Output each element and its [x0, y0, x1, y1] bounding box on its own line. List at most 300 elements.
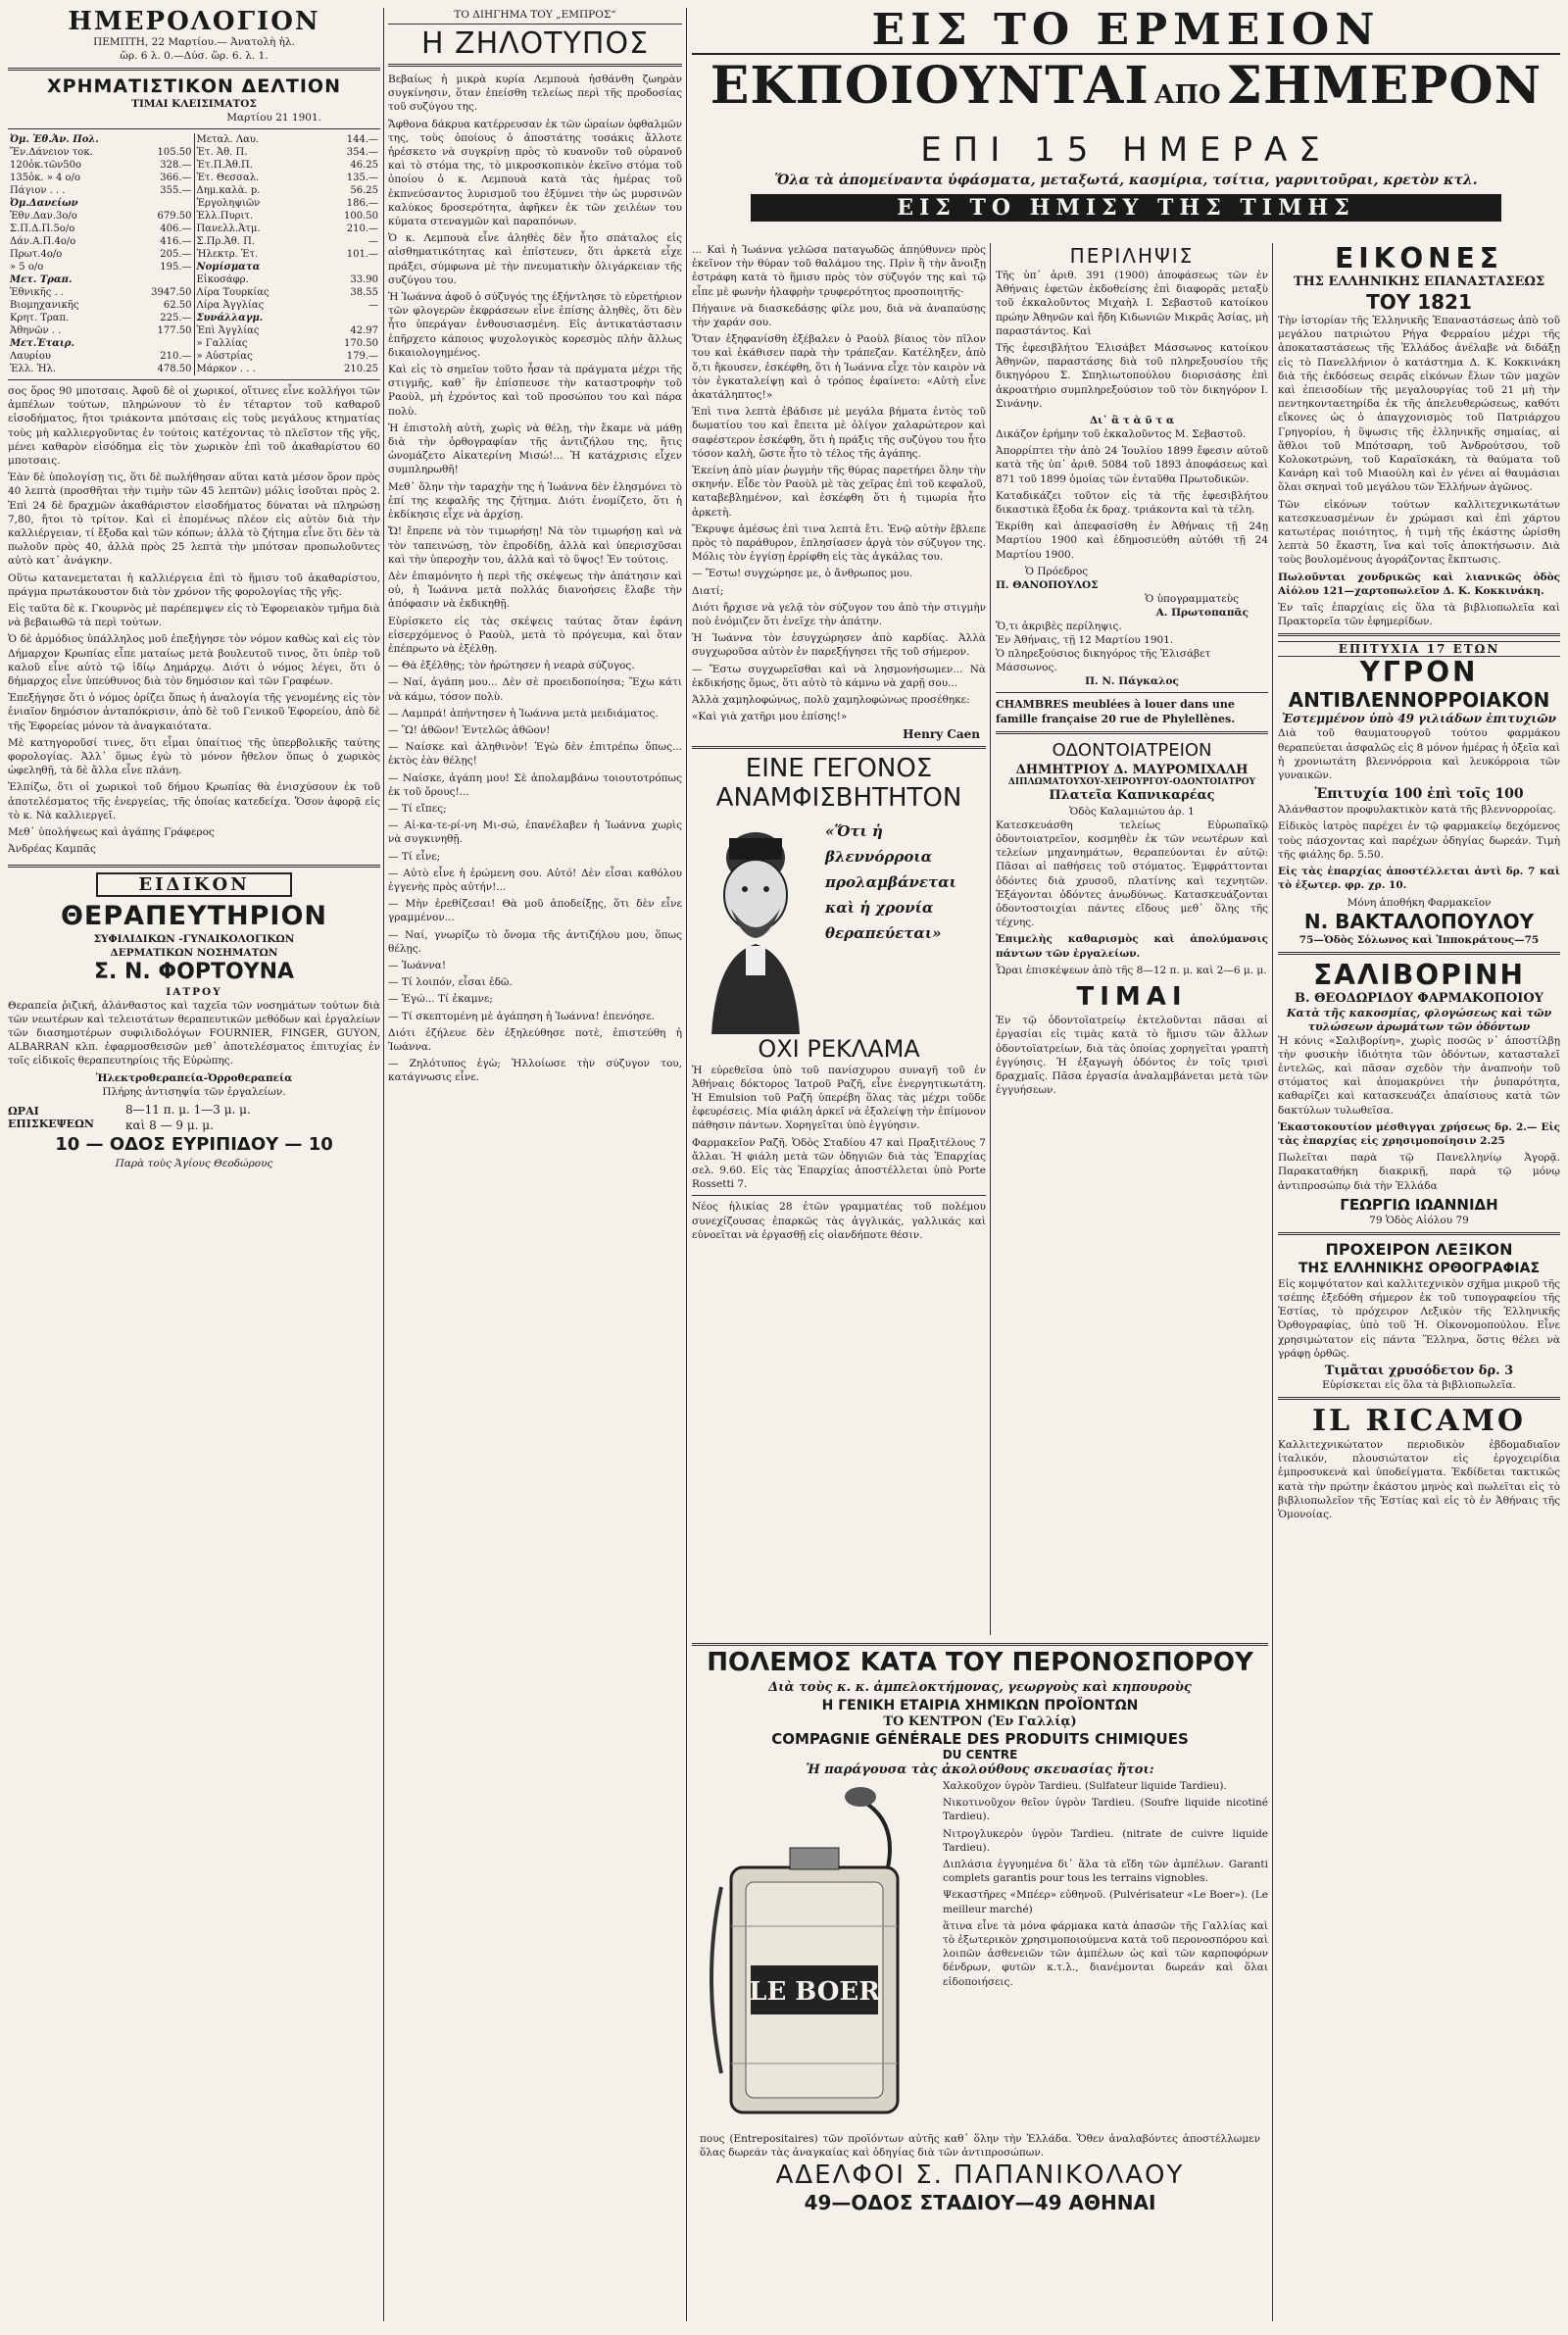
rates-table — [8, 133, 380, 375]
peronospora-firm: ΑΔΕΛΦΟΙ Σ. ΠΑΠΑΝΙΚΟΛΑΟΥ — [775, 2161, 1185, 2191]
eikones-addr: Πωλοῦνται χονδρικῶς καὶ λιανικῶς ὁδὸς Αἰόλου 121—χαρτοπωλεῖον Δ. Κ. Κοκκινάκη. — [1278, 571, 1560, 597]
story-cont-paragraph: «Καὶ γιὰ χατῆρι μου ἐπίσης!» — [692, 711, 848, 723]
story-author: Henry Caen — [903, 726, 980, 741]
clinic-ad-subtitle2: ΔΕΡΜΑΤΙΚΩΝ ΝΟΣΗΜΑΤΩΝ — [110, 946, 278, 959]
peronospora-sub1: Διὰ τοὺς κ. κ. ἀμπελοκτήμονας, γεωργοὺς καὶ κηπουροὺς — [768, 1680, 1192, 1695]
rate-label: Νομίσματα — [196, 262, 261, 273]
clinic-ad-role: ΙΑΤΡΟΥ — [166, 985, 222, 998]
rates-right — [195, 133, 381, 375]
perilepsis-p4: Ἀπορρίπτει τὴν ἀπὸ 24 Ἰουλίου 1899 ἔφεσιν αὐτοῦ κατὰ τῆς ὑπ᾽ ἀριθ. 5084 τοῦ 1893 ἀποφάσεως καὶ 871 τοῦ 1899 ὁμοίας τῶν ἐνταῦθα Πρωτοδικῶν. — [996, 445, 1268, 485]
rate-value: 210.25 — [344, 364, 378, 374]
rate-row — [195, 172, 381, 184]
undisputed-title1: ΕΙΝΕ ΓΕΓΟΝΟΣ — [745, 753, 933, 783]
rate-value: 177.50 — [157, 325, 192, 336]
story-paragraph: — Τί εἶνε; — [388, 850, 441, 863]
story-cont-paragraph: — Ἔστω! συγχώρησε με, ὁ ἄνθρωπος μου. — [692, 568, 913, 580]
rate-row — [195, 337, 381, 350]
finance-paragraph: Εἰς ταῦτα δὲ κ. Γκουρνὸς μὲ παρέπεμψεν εἰς τὸ Ἐφορειακὸν τμῆμα διὰ νὰ βεβαιωθῶ τὰ περὶ τούτων. — [8, 603, 380, 629]
rate-row — [195, 350, 381, 363]
undisputed-title2: ΑΝΑΜΦΙΣΒΗΤΗΤΟΝ — [715, 782, 962, 813]
hermeion-line2 — [692, 55, 1560, 129]
rate-value: 355.— — [160, 185, 192, 196]
rates-left — [8, 133, 194, 375]
rate-label: Ἐτ. Ἀθ. Π. — [196, 147, 248, 158]
hermeion-line5: ΕΙΣ ΤΟ ΗΜΙΣΥ ΤΗΣ ΤΙΜΗΣ — [751, 194, 1501, 222]
column-story-cont — [692, 243, 986, 1635]
story-paragraph: — Αἱ-κα-τε-ρί-νη Μι-σώ, ἐπανέλαβεν ἡ Ἰωάννα χωρὶς νὰ συγκινηθῇ. — [388, 820, 682, 846]
story-paragraph: Ὁ κ. Λεμπουὰ εἶνε ἀληθὲς δὲν ἦτο σπάταλος εἰς αἰσθηματικότητας καὶ ἐπίστευεν, ὅτι ἀρκετὰ εἶχε πράξει, σύμφωνα μὲ τὴν πνευματικὴν ὀλιγάρκειαν τῆς συζύγου του. — [388, 232, 682, 286]
perilepsis-p8: Ἐν Ἀθήναις, τῇ 12 Μαρτίου 1901. — [996, 633, 1174, 646]
perilepsis-sec: Ὁ ὑπογραμματεὺς — [1145, 592, 1239, 605]
peronospora-sub3: ΤΟ ΚΕΝΤΡΟΝ (Ἐν Γαλλίᾳ) — [883, 1714, 1077, 1729]
antiblen-text: Διὰ τοῦ θαυματουργοῦ τούτου φαρμάκου θεραπεύεται ἀσφαλῶς εἰς 8 μόνον ἡμέρας ἡ ὀξεῖα καὶ ἡ χρονιωτάτη βλεννόρροια καὶ λευκόρροια τῶν γυναικῶν. — [1278, 727, 1560, 782]
hermeion-line2a: ΕΚΠΟΙΟΥΝΤΑΙ — [710, 56, 1150, 116]
story-paragraph: — Ζηλότυπος ἐγὼ; Ἠλλοίωσε τὴν σύζυγον του, κατάγνωσις εἶνε. — [388, 1058, 682, 1084]
clinic-ad-text: Θεραπεία ῥιζική, ἀλάνθαστος καὶ ταχεῖα τῶν νοσημάτων τούτων διὰ τῶν νεωτέρων καὶ τελειοτάτων θεραπευτικῶν μεθόδων καὶ ἐργαλείων τῶν διασημοτέρων συφιλιδολόγων FOURNIER, FINGER, GUYON, ALBARRAN κλπ. ἐφαρμοσθεισῶν μεθ᾽ ἀποτελέσματος ἐπιτυχίας ἐν τοῖς εἰδικοῖς θεραπευτηρίοις τῆς Εὐρώπης. — [8, 999, 380, 1068]
finance-paragraph: Ἐπεξήγησε ὅτι ὁ νόμος ὁρίζει ὅπως ἡ ἀναλογία τῆς γενομένης εἰς τὸν ἐνιαῖον δημόσιον ἀνταπόκρισιν, ἀπὸ δὲ τοῦ Γενικοῦ Ἐφορείου, ἀπὸ δὲ τῆς Ἐφορείας μόνον τὰ ἀναγκαιότατα. — [8, 692, 380, 732]
story-series: ΤΟ ΔΙΗΓΗΜΑ ΤΟΥ „ΕΜΠΡΟΣ“ — [388, 8, 682, 25]
rate-value: 186.— — [346, 198, 378, 209]
rate-row — [195, 363, 381, 375]
perilepsis-p5: Καταδικάζει τοῦτον εἰς τὰ τῆς ἐφεσιβλήτου δικαστικὰ ἔξοδα ἐκ δραχ. τριάκοντα καὶ τὰ τέλη. — [996, 489, 1268, 517]
perilepsis-p6: Ἐκρίθη καὶ ἀπεφασίσθη ἐν Ἀθήναις τῇ 24ῃ Μαρτίου 1900 καὶ ἐδημοσιεύθη αὐτόθι τῇ 24 Μαρτίου 1900. — [996, 521, 1268, 561]
story-cont-paragraph: Ἐπὶ τινα λεπτὰ ἐβάδισε μὲ μεγάλα βήματα ἐντὸς τοῦ δωματίου του καὶ ἔπειτα μὲ ὀλίγον χαλαρώτερον καὶ σαφέστερον ἐσκέφθη, ὅτι ἡ πράξις τῆς συζύγου του ἦτο τόσον καλὴ, ὥστε ἦτο τὸ τέλος τῆς ἀγάπης. — [692, 406, 986, 460]
saliborin-text: Ἡ κόνις «Σαλιβορίνη», χωρὶς ποσῶς ν᾽ ἀποστίλβῃ τὴν φυσικὴν ἰδιότητα τῶν ὀδόντων, κατασταλεῖ ἐντελῶς, καὶ πᾶσαν σχεδὸν τὴν ἀναπνοὴν τοῦ στόματος καὶ ἀπομακρύνει τὴν ῥυπαρότητα, καθαρίζει καὶ κατασκευάζει ἀπαίσιους κατὰ τῶν δακτύλων τυλωθεῖσα. — [1278, 1034, 1560, 1117]
ricamo-text: Καλλιτεχνικώτατον περιοδικὸν ἐβδομαδιαῖον ἰταλικόν, πλουσιώτατον εἰς ἐργοχειρίδια ἐμπροσυκενὰ καὶ ὑποδείγματα. Ἐκδίδεται τακτικῶς κατὰ τὴν πρώτην ἑκάστου μηνὸς καὶ πωλεῖται εἰς τὸ βιβλιοπωλεῖον τῆς Ἑστίας καὶ εἰς τὸ ἐν Ἀθήναις τῆς Ὁμονοίας. — [1278, 1438, 1560, 1520]
rate-row — [8, 312, 194, 324]
rate-label: Λίρα Ἀγγλίας — [196, 300, 265, 311]
rate-row — [195, 286, 381, 299]
rate-value: — — [368, 236, 378, 247]
story-cont-paragraph: Πήγαινε νὰ διασκεδάσῃς φίλε μου, διὰ νὰ ἀναπαύσῃς τὴν χαράν σου. — [692, 302, 986, 329]
perilepsis-pres-name: Π. ΘΑΝΟΠΟΥΛΟΣ — [996, 578, 1099, 591]
rate-value: 225.— — [160, 313, 192, 323]
undisputed-no-ad: ΟΧΙ ΡΕΚΛΑΜΑ — [758, 1034, 920, 1063]
eikones-text2: Τῶν εἰκόνων τούτων καλλιτεχνικωτάτων κατεσκευασμένων ἐν χρώμασι καὶ ἐπὶ χάρτου κατωτέρας ποιότητος, ἡ τιμὴ τῆς ἑκάστης ὡρίσθη λεπτὰ 50 ἕκαστη, ἵνα καὶ τοῖς ἀποκτήσωσιν. Διὰ τοὺς βουλομένους ἀγοράζοντας ἔκπτωσις. — [1278, 498, 1560, 567]
column-story — [388, 8, 682, 2327]
rate-row — [8, 210, 194, 223]
rate-row — [8, 337, 194, 350]
rate-value — [133, 197, 193, 210]
hermeion-line2b: ΑΠΟ — [1154, 80, 1221, 110]
rate-label: Ἔν.Δάνειον τοκ. — [10, 147, 93, 158]
finance-paragraph: Ἀνδρέας Καμπᾶς — [8, 843, 96, 856]
story-cont-paragraph: Διότι ἤρχισε νὰ γελᾷ τὸν σύζυγον του ἀπὸ τὴν στιγμὴν ποὺ ἐνόμιζεν ὅτι ἐνεῖχε τὴν ἀπάτην. — [692, 601, 986, 628]
story-body — [388, 73, 682, 1085]
story-cont-paragraph: Διατί; — [692, 584, 724, 597]
dental-place: Πλατεῖα Καπνικαρέας — [1049, 787, 1215, 803]
rate-value: 170.50 — [344, 338, 378, 349]
rate-row — [195, 223, 381, 235]
story-paragraph: — Θὰ ἐξέλθῃς; τὸν ἠρώτησεν ἡ νεαρὰ σύζυγος. — [388, 660, 635, 672]
story-paragraph: Μεθ᾽ ὅλην τὴν ταραχὴν της ἡ Ἰωάννα δὲν ἐλησμόνει τὸ ἐπί της κεφαλῆς της ζήτημα. Διότι ἐνομίζετο, ὅτι ἡ ἐκδίκησις εἶχε νὰ ἀρχίσῃ. — [388, 480, 682, 522]
saliborin-sub: Κατὰ τῆς κακοσμίας, φλογώσεως καὶ τῶν τυλώσεων ἀρωμάτων τῶν ὀδόντων — [1286, 1006, 1552, 1033]
peronospora-ad — [692, 1643, 1268, 2332]
rate-row — [8, 363, 194, 375]
story-title: Η ΖΗΛΟΤΥΠΟΣ — [388, 25, 682, 67]
story-paragraph: Εὑρίσκετο εἰς τὰς σκέψεις ταύτας ὅταν ἐφάνη εἰσερχόμενος ὁ Ραοὺλ, μετὰ τὸ πρόγευμα, καὶ ὅταν ἐπέπρωτο νὰ ἐξέλθῃ. — [388, 615, 682, 655]
saliborin-price: Ἑκαστοκουτίον μέσθιγγαι χρήσεως δρ. 2.— Εἰς τὰς ἐπαρχίας εἰς χρησιμοποίησιν 2.25 — [1278, 1120, 1560, 1147]
rate-label: Πανελλ.Ἀτμ. — [196, 224, 261, 234]
story-paragraph: — Τί σκεπτομένη μὲ ἀγάπηση ἡ Ἰωάννα! ἐπενόησε. — [388, 1010, 656, 1022]
portrait-image — [692, 819, 819, 1034]
sprayer-image — [692, 1779, 937, 2132]
story-paragraph: — Ἐγώ... Τί ἐκαμνε; — [388, 993, 493, 1006]
finance-title: ΧΡΗΜΑΤΙΣΤΙΚΟΝ ΔΕΛΤΙΟΝ — [47, 75, 341, 97]
rate-label: Σ.Π.Δ.Π.5ο/ο — [10, 224, 75, 234]
rate-label: Ἐθν.Δαν.3ο/ο — [10, 211, 77, 222]
rate-value — [133, 273, 193, 286]
rate-value: 679.50 — [157, 211, 192, 222]
rate-value: 105.50 — [157, 147, 192, 158]
antiblen-text3: Εἰδικὸς ἰατρὸς παρέχει ἐν τῷ φαρμακείῳ δεχόμενος τοὺς πάσχοντας καὶ παρέχων ὁδηγίας δωρεάν. Τιμὴ τῆς φιάλης δρ. 5.50. — [1278, 820, 1560, 861]
antiblen-addr: 75—Ὁδὸς Σόλωνος καὶ Ἱπποκράτους—75 — [1298, 933, 1540, 946]
rate-row — [195, 197, 381, 210]
hermeion-line4: Ὅλα τὰ ἀπομείναντα ὑφάσματα, μεταξωτά, κασμίρια, τσίτια, γαρνιτοῦραι, κρετὸν κτλ. — [774, 173, 1478, 188]
rate-label: Δημ.καλὰ. p. — [196, 185, 261, 196]
rate-label: Ὀμ.Δανείων — [10, 198, 78, 209]
rate-value: — — [368, 300, 378, 311]
rate-value: 62.50 — [163, 300, 192, 311]
rate-row — [8, 350, 194, 363]
dental-hours: Ὧραι ἐπισκέψεων ἀπὸ τῆς 8—12 π. μ. καὶ 2—6 μ. μ. — [996, 964, 1267, 976]
story-paragraph: — Τί εἴπες; — [388, 802, 447, 815]
antiblen-bold: Ἐπιτυχία 100 ἐπὶ τοῖς 100 — [1314, 786, 1524, 803]
rate-label: Ἠλεκτρ. Ἐτ. — [196, 249, 259, 260]
story-paragraph: — Αὐτὸ εἶνε ἡ ἐρώμενη σου. Αὐτό! Δὲν εἶσαι καθόλου ἐγγενὴς πρὸς αὐτήν!... — [388, 867, 682, 893]
rate-row — [8, 299, 194, 312]
rate-label: Σ.Πρ.Ἀθ. Π. — [196, 236, 256, 247]
peronospora-address: 49—ΟΔΟΣ ΣΤΑΔΙΟΥ—49 ΑΘΗΝΑΙ — [804, 2191, 1156, 2215]
rate-row — [8, 273, 194, 286]
rate-value: 328.— — [160, 160, 192, 171]
peronospora-item: Ψεκαστῆρες «Μπέερ» εὐθηνοῦ. (Pulvérisateur «Le Boer»). (Le meilleur marché) — [943, 1889, 1268, 1915]
peronospora-lead: Ἡ παράγουσα τὰς ἀκολούθους σκευασίας ἤτοι: — [806, 1763, 1154, 1777]
story-paragraph: — Λαμπρά! ἀπήντησεν ἡ Ἰωάννα μετὰ μειδιάματος. — [388, 707, 659, 720]
rate-row — [8, 172, 194, 184]
rate-value: 56.25 — [350, 185, 378, 196]
rate-row — [195, 184, 381, 197]
peronospora-dealers: πους (Entrepositaires) τῶν προϊόντων αὐτῆς καθ᾽ ὅλην τὴν Ἑλλάδα. Ὅθεν ἀναλαβόντες ἀποστέλλωμεν ὅλας δωρεάν τὰς ἀναγκαίας καὶ ὁδηγίας διὰ τῶν ἀντιπροσώπων. — [700, 2133, 1260, 2160]
rate-value: 38.55 — [350, 287, 378, 298]
rate-value — [318, 312, 380, 324]
dental-text: Κατεσκευάσθη τελείως Εὐρωπαϊκῷ ὀδοντοιατρεῖον, κοσμηθὲν ἐκ τῶν νεωτέρων καὶ τελείων μηχανημάτων, θεραπεύονται ἐν αὐτῷ: Πᾶσαι αἱ παθήσεις τοῦ στόματος. Ἐμφράττονται ὀδόντες διὰ χρυσοῦ, πλατίνης καὶ τεχνητῶν. Ἐξάγονται ὀδόντες ἀνωδύνως. Κατασκευάζονται ὀδοντοστοιχίαι πάντες εἴδους μεθ᾽ ὅλης τῆς τέχνης. — [996, 819, 1268, 929]
story-cont-paragraph: Ἔκρυψε ἀμέσως ἐπὶ τινα λεπτὰ ἔτι. Ἐνῷ αὐτὴν ἔβλεπε πρὸς τὸ παράθυρον, ἐπλησίασεν ἀργὰ τὸν σύζυγον της. Μόλις τὸν ἐγγίσῃ ἐρρίφθη εἰς τὰς ἀγκάλας του. — [692, 522, 986, 564]
rate-value: 406.— — [160, 224, 192, 234]
hermeion-line2c: ΣΗΜΕΡΟΝ — [1226, 56, 1543, 116]
rate-row — [8, 133, 194, 146]
perilepsis-head: Δι᾽ ἃ τ ὰ ῦ τ α — [1089, 415, 1175, 427]
antiblen-title2: ΑΝΤΙΒΛΕΝΝΟΡΡΟΙΑΚΟΝ — [1288, 688, 1550, 713]
dictionary-price: Τιμᾶται χρυσόδετον δρ. 3 — [1324, 1363, 1514, 1378]
peronospora-item: Χαλκοῦχον ὑγρὸν Tardieu. (Sulfateur liquide Tardieu). — [943, 1780, 1227, 1792]
timai-title: ΤΙΜΑΙ — [1076, 982, 1188, 1013]
perilepsis-lawyer: Π. Ν. Πάγκαλος — [1085, 674, 1179, 687]
finance-paragraph: Ὁ δὲ ἁρμόδιος ὑπάλληλος μοῦ ἐπεξήγησε τὸν νόμον καθὼς καὶ εἰς τὸν Δήμαρχον Κρωπίας εἶπε ματαίως μετὰ βουλευτοῦ τινος, ὅτι ὑπὲρ τοῦ καλοῦ εἶνε αὐτὸ τῷ ἰδίῳ Δημάρχῳ. Διότι ὁ νόμος λέγει, ὅτι ὁ δήμαρχος εἶνε ὑπεύθυνος διὰ τὸν δημόσιον καὶ τῶν Γραφέων. — [8, 633, 380, 688]
rate-row — [8, 248, 194, 261]
hermeion-line1: ΕΙΣ ΤΟ ΕΡΜΕΙΟΝ — [692, 8, 1560, 55]
clinic-ad-hours-label: ΩΡΑΙ ΕΠΙΣΚΕΨΕΩΝ — [8, 1104, 94, 1130]
rate-value — [133, 337, 193, 350]
column-right — [1278, 243, 1560, 2327]
antiblen-name: Ν. ΒΑΚΤΑΛΟΠΟΥΛΟΥ — [1303, 909, 1535, 933]
rate-value: 135.— — [346, 173, 378, 183]
sprayer-label: LE BOER — [749, 1977, 880, 2007]
peronospora-title: ΠΟΛΕΜΟΣ ΚΑΤΑ ΤΟΥ ΠΕΡΟΝΟΣΠΟΡΟΥ — [707, 1648, 1253, 1677]
antiblen-text4: Εἰς τὰς ἐπαρχίας ἀποστέλλεται ἀντὶ δρ. 7 καὶ τὸ ἐξωτερ. φρ. χρ. 10. — [1278, 866, 1560, 892]
masthead-name: ΗΜΕΡΟΛΟΓΙΟΝ — [68, 8, 320, 36]
rate-label: Πάγιον . . . — [10, 185, 66, 196]
dictionary-title2: ΤΗΣ ΕΛΛΗΝΙΚΗΣ ΟΡΘΟΓΡΑΦΙΑΣ — [1298, 1260, 1541, 1276]
perilepsis-pres: Ὁ Πρόεδρος — [1025, 565, 1089, 577]
story-paragraph: — Ναίσκε, ἀγάπη μου! Σὲ ἀπολαμβάνω τοιουτοτρόπως ἐκ τοῦ ὄρους!... — [388, 771, 682, 798]
clinic-ad-hours2: καὶ 8 — 9 μ. μ. — [125, 1118, 214, 1132]
rate-label: Ἀθηνῶν . . — [10, 325, 62, 336]
rate-row — [8, 324, 194, 337]
finance-paragraph: Ἐλπίζω, ὅτι οἱ χωρικοὶ τοῦ δήμου Κρωπίας θὰ ἐνισχύσουν ἐκ τοῦ ἀποτελέσματος τῆς ἐνεργείας, τῆς ὁποίας κατεδείχα. Ὅσον ἀφορᾷ εἰς τὸ κ. Νὰ καλλιεργεῖ. — [8, 781, 380, 821]
undisputed-address: Φαρμακεῖον Ραζῆ. Ὁδὸς Σταδίου 47 καὶ Πραξιτέλους 7 ἄλλαι. Ἡ φιάλη μετὰ τῶν ὁδηγιῶν διὰ τὰς Ἐπαρχίας σελ. 9.60. Εἰς τὰς Ἐπαρχίας ἀποστέλλεται ὑπὸ Porte Rossetti 7. — [692, 1136, 986, 1191]
ricamo-title: IL RICAMO — [1311, 1403, 1527, 1438]
story-paragraph: — Ἰωάννα! — [388, 959, 447, 971]
finance-date: Μαρτίου 21 1901. — [226, 112, 321, 124]
rate-label: Συνάλλαγμ. — [196, 313, 264, 323]
eikones-title: ΕΙΚΟΝΕΣ — [1335, 243, 1503, 274]
rate-row — [195, 159, 381, 172]
rate-value: 101.— — [346, 249, 378, 260]
eikones-text: Τὴν ἱστορίαν τῆς Ἑλληνικῆς Ἐπαναστάσεως ἀπὸ τοῦ μεγάλου πατριώτου Ρήγα Φερραίου μέχρι τῆς ἀποκαταστάσεως τῆς Ἑλλάδος ἀνέλαβε νὰ διδάξῃ εἰς τὸ Πανελλήνιον ὁ κατάστημα Δ. Κ. Κοκκινάκη διὰ τῆς ἐκδόσεως σειρᾶς εἰκόνων ἔλων τῶν μαχῶν καὶ ἐπεισοδίων τῆς μεγαλουργίας τοῦ 21 μὴ τὴν πεντηκονταετηρίδα ἐκ τῆς ἀπελευθερώσεως, καθότι εἴκονες ὡς ὁ ἀπαγχονισμὸς τοῦ Πατριάρχου Γρηγορίου, ἡ ὕψωσις τῆς ἑλληνικῆς σημαίας, αἱ ἄθλοι τοῦ Μπότσαρη, τοῦ Ἀνδρούτσου, τοῦ Κολοκοτρώνη, τοῦ Καραϊσκάκη, τὰ θαύματα τοῦ Κανάρη καὶ τοῦ Μιαούλη καὶ ἐν γένει αἱ θαυμάσιαι ὅλαι σκηναὶ τοῦ μεγάλου τῶν Ἑλλήνων ἀγῶνος. — [1278, 315, 1560, 494]
rate-row — [195, 324, 381, 337]
story-paragraph: Ἄφθονα δάκρυα κατέρρευσαν ἐκ τῶν ὡραίων ὀφθαλμῶν της, τοὺς ὁποίους ὁ ἀποστάτης τοσάκις ἄλλοτε ἠρέσκετο νὰ συγκρίνῃ πρὸς τὸ κυανοῦν τοῦ οὐρανοῦ καὶ τὸ στόμα της, τὸ μικροσκοπικὸν ἐκεῖνο στόμα τοῦ ὁποίου ὁ κ. Λεμπουὰ κατὰ τὰς ἡμέρας τοῦ ἐκπνεύσαντος λυρισμοῦ του ἐξύμνει τὴν ὡς μυρσινῶν καλύκος δροσερότητα, ἀφῆκεν ἐκ τῶν χειλέων του κύματα στεναγμῶν καὶ παραπόνων. — [388, 118, 682, 228]
rate-label: Ἐργοληψιῶν — [196, 198, 261, 209]
peronospora-item: Διπλάσια ἐγγυημένα δι᾽ ἅλα τὰ εἴδη τῶν ἀμπέλων. Garanti complets garantis pour tous les terrains vignobles. — [943, 1859, 1268, 1885]
rate-row — [195, 133, 381, 146]
undisputed-ad — [692, 754, 986, 1242]
masthead-date: ΠΕΜΠΤΗ, 22 Μαρτίου.— Ἀνατολὴ ἡλ. — [93, 36, 295, 48]
rate-label: Λαυρίου — [10, 351, 51, 362]
story-paragraph: Ἡ ἐπιστολὴ αὐτὴ, χωρὶς νὰ θέλῃ, τὴν ἔκαμε νὰ μάθῃ διὰ τὴν ὀρθογραφίαν τῆς ἀντιζήλου της, ἥτις ὠνομάζετο Αἰκατερίνη Μισώ!... Ἡ κατάχρισις εἶχεν συμπληρωθῆ! — [388, 422, 682, 476]
rate-value: 210.— — [160, 351, 192, 362]
eikones-sub: ΤΗΣ ΕΛΛΗΝΙΚΗΣ ΕΠΑΝΑΣΤΑΣΕΩΣ — [1293, 274, 1545, 289]
perilepsis-p3: Δικάζον ἐρήμην τοῦ ἐκκαλοῦντος Μ. Σεβαστοῦ. — [996, 428, 1247, 441]
story-cont-paragraph: Ἀλλὰ χαμηλοφώνως, πολὺ χαμηλοφώνως προσέθηκε: — [692, 694, 970, 707]
story-paragraph: — Μὴν ἐρεθίζεσαι! Θὰ μοῦ ἀποδείξῃς, ὅτι δὲν εἶνε γραμμένον... — [388, 898, 682, 924]
rate-label: Μάρκον . . . — [196, 364, 256, 374]
clinic-ad-electro: Ἠλεκτροθεραπεία-Ὀρροθεραπεία — [95, 1071, 293, 1084]
rate-value: 416.— — [160, 236, 192, 247]
dental-street: Ὁδὸς Καλαμιώτου ἀρ. 1 — [1069, 805, 1195, 818]
rate-value: 100.50 — [344, 211, 378, 222]
rate-row — [8, 146, 194, 159]
story-cont-paragraph: — Ἔστω συγχωρεῖσθαι καὶ νὰ λησμονήσωμεν... Νὰ ἐκδικήσῃς ὅμως, ὅτι αὐτὸ τὸ κάμνω νὰ χαρῇ σου... — [692, 663, 986, 689]
rate-value: 42.97 — [350, 325, 378, 336]
story-paragraph: Δὲν ἐπιαμόνητο ἡ περὶ τῆς σκέψεως τὴν ἀπάτησιν καὶ οὐ, ἡ Ἰωάννα μετὰ πολλάς διανοήσεις ἔλαβε τὴν ἀπόφασιν νὰ ἐκδικηθῇ. — [388, 570, 682, 611]
rate-row — [195, 248, 381, 261]
rate-row — [195, 261, 381, 273]
story-paragraph: Ἡ Ἰωάννα ἀφοῦ ὁ σύζυγός της ἐξήντλησε τὸ εὐρετήριον τῶν φλογερῶν ἐκφράσεων εἶνε ἐπίσης ἀληθὲς, ὅτι δὲν ἦτο ὑπεράγαν ἐνθουσιασμένη. Εἰς ἀντικατάστασιν ἐπῆρχετο κάποιος ψυχολογικὸς κορεσμὸς πλὴν ἄλλως δικαιολογημένος. — [388, 291, 682, 359]
undisputed-side: «Ὅτι ἡ βλεννόρροια προλαμβάνεται καὶ ἡ χρονία θεραπεύεται» — [825, 821, 956, 942]
hermeion-banner — [692, 8, 1560, 235]
clinic-ad-title: ΘΕΡΑΠΕΥΤΗΡΙΟΝ — [60, 900, 328, 931]
rate-row — [8, 261, 194, 273]
finance-article — [8, 384, 380, 857]
rate-value — [133, 133, 193, 146]
rate-label: Εἰκοσάφρ. — [196, 274, 249, 285]
antiblen-title1: ΥΓΡΟΝ — [1359, 656, 1479, 689]
rate-label: Μεταλ. Λαυ. — [196, 134, 260, 145]
masthead-time: ὥρ. 6 λ. 0.—Δύσ. ὥρ. 6. λ. 1. — [120, 50, 269, 62]
dictionary-sold: Εὑρίσκεται εἰς ὅλα τὰ βιβλιοπωλεῖα. — [1322, 1378, 1516, 1391]
neos-notice: Νέος ἡλικίας 28 ἐτῶν γραμματέας τοῦ πολέμου συνεχίζουσας ἐπαρκῶς τὰς ἀγγλικάς, γαλλικάς καὶ εὐνοεῖται νὰ ἐργασθῇ εἰς οἱανδήποτε θέσιν. — [692, 1201, 986, 1241]
dental-hours-lead: Ἐπιμελὴς καθαρισμὸς καὶ ἀπολύμανσις πάντων τῶν ἐργαλείων. — [996, 933, 1268, 960]
rate-row — [195, 210, 381, 223]
rate-value: 179.— — [346, 351, 378, 362]
finance-paragraph: Μὲ κατηγοροῦσί τινες, ὅτι εἶμαι ὑπαίτιος τῆς ὑπερβολικῆς ταύτης φορολογίας. Ἀλλ᾽ ὅμως ἐγὼ τὸ μόνον ἤθελον ὅπως ὁ χωρικὸς ὠφεληθῇ, τὰ δὲ ἄλλα εἶνε πλάνη. — [8, 736, 380, 777]
story-paragraph: Βεβαίως ἡ μικρὰ κυρία Λεμπουὰ ἠσθάνθη ζωηρὰν συγκίνησιν, ὅταν ἐπείσθη τελείως περὶ τῆς προδοσίας τοῦ συζύγου της. — [388, 74, 682, 114]
dental-degree: ΔΙΠΛΩΜΑΤΟΥΧΟΥ-ΧΕΙΡΟΥΡΓΟΥ-ΟΔΟΝΤΟΙΑΤΡΟΥ — [1007, 776, 1256, 787]
story-paragraph: Καὶ εἰς τὸ σημεῖον τοῦτο ἦσαν τὰ πράγματα μέχρι τῆς στιγμῆς, καθ᾽ ἣν ἐπίσπευσε τὴν καταστροφὴν τοῦ Ραοὺλ, μὴ ἐχρόντος καὶ τοῦ προσώπου του καὶ πάρα πολὺ. — [388, 364, 682, 418]
rate-row — [195, 299, 381, 312]
rate-row — [8, 235, 194, 248]
peronospora-du: DU CENTRE — [942, 1748, 1018, 1762]
rate-label: Πρωτ.4ο/ο — [10, 249, 63, 260]
rate-label: Βιομηχανικῆς — [10, 300, 79, 311]
rate-label: Μετ.Ἑταιρ. — [10, 338, 74, 349]
rate-row — [195, 273, 381, 286]
perilepsis-title: ΠΕΡΙΛΗΨΙΣ — [1069, 244, 1195, 268]
rate-label: Ὀμ. Ἐθ.Ἀν. Πολ. — [10, 134, 99, 145]
peronospora-sub2: Η ΓΕΝΙΚΗ ΕΤΑΙΡΙΑ ΧΗΜΙΚΩΝ ΠΡΟΪΟΝΤΩΝ — [821, 1698, 1139, 1714]
rate-value: 33.90 — [350, 274, 378, 285]
rate-value: 205.— — [160, 249, 192, 260]
rate-row — [8, 184, 194, 197]
story-paragraph: — Ναί, γνωρίζω τὸ ὄνομα τῆς ἀντιζήλου μου, ὅπως θέλῃς. — [388, 928, 682, 955]
column-left — [8, 8, 380, 2327]
rate-label: Δάν.Α.Π.4ο/ο — [10, 236, 76, 247]
dental-name: ΔΗΜΗΤΡΙΟΥ Δ. ΜΑΥΡΟΜΙΧΑΛΗ — [1015, 762, 1249, 777]
clinic-ad-subtitle1: ΣΥΦΙΛΙΔΙΚΩΝ -ΓΥΝΑΙΚΟΛΟΓΙΚΩΝ — [93, 932, 295, 945]
finance-subtitle: ΤΙΜΑΙ ΚΛΕΙΣΙΜΑΤΟΣ — [131, 98, 257, 110]
rate-row — [195, 146, 381, 159]
rate-label: Ἐπὶ Ἀγγλίας — [196, 325, 260, 336]
perilepsis-sec-name: Α. Πρωτοπαπᾶς — [1155, 606, 1249, 619]
antiblen-text2: Ἀλάνθαστον προφυλακτικὸν κατὰ τῆς βλεννορροίας. — [1278, 804, 1556, 817]
rate-value — [318, 261, 380, 273]
story-cont-paragraph: Ὅταν ἐξηφανίσθη ἐξέβαλεν ὁ Ραοὺλ βίαιος τὸν πῖλον του καὶ ἐκάθισεν παρὰ τὴν τράπεζαν. Κατέληξεν, ἀπὸ ὅ,τι ἤκουσεν, ἐσκέφθη, ὅτι ἡ Ἰωάννα εἶχε τὸν καιρὸν νὰ τὸν ἐγκαταλείψῃ καὶ ὁ τρόπος ἐφαίνετο: «Αὐτὴ εἶνε ἀκατάληπτος!» — [692, 333, 986, 402]
rate-label: Κρητ. Τραπ. — [10, 313, 70, 323]
rate-label: 120ὁκ.τῶν50ο — [10, 160, 82, 171]
antiblen-sub: Ἐστεμμένον ὑπὸ 49 γιλιάδων ἐπιτυχιῶν — [1282, 712, 1556, 726]
dictionary-title1: ΠΡΟΧΕΙΡΟΝ ΛΕΞΙΚΟΝ — [1325, 1239, 1513, 1259]
rate-label: Ἐτ.Π.Ἀθ.Π. — [196, 160, 253, 171]
rate-value: 210.— — [346, 224, 378, 234]
peronospora-item: Νικοτινοῦχον θεῖον ὑγρὸν Tardieu. (Soufre liquide nicotiné Tardieu). — [943, 1797, 1268, 1823]
dictionary-text: Εἰς κομψότατον καὶ καλλιτεχνικὸν σχῆμα μικροῦ τῆς τσέπης ἐξεδόθη σήμερον ἐκ τοῦ τυπογραφείου τῆς Ἑστίας, τὸ πρόχειρον Λεξικὸν τῆς Ἑλληνικῆς Ὀρθογραφίας, ὑπὸ τοῦ Ἡ. Οἰκονομοπούλου. Εἶνε χρησιμώτατον εἰς πάντα Ἕλληνα, ὅστις θέλει νὰ γράφῃ ὀρθῶς. — [1278, 1277, 1560, 1360]
rate-value: 366.— — [160, 173, 192, 183]
perilepsis-p7: Ὅ,τι ἀκριβὲς περίληψις. — [996, 620, 1122, 632]
perilepsis-p2: Τῆς ἐφεσιβλήτου Ἐλισάβετ Μάσσωνος κατοίκου Ἀθηνῶν, παραστάσης διὰ τοῦ πληρεξουσίου τῆς δικηγόρου Σ. Σπηλιωτοπούλου διορισάσης ἐπὶ ἀκροατήριο συμπληρεξούσιον τοῦ τὸν δικηγόρον Ι. Σινάνην. — [996, 342, 1268, 410]
story-paragraph: — Ναί, ἀγάπη μου... Δὲν σὲ προειδοποίησα; Ἔχω κάτι νὰ κάμω, τόσον πολὺ. — [388, 676, 682, 703]
peronospora-company: COMPAGNIE GÉNÉRALE DES PRODUITS CHIMIQUES — [771, 1730, 1189, 1748]
story-cont-paragraph: Ἐκείνη ἀπὸ μίαν ῥωγμὴν τῆς θύρας παρετήρει ὅλην τὴν σκηνήν. Εἶδε τὸν Ραοὺλ μὲ τὰς χεῖρας ἐπὶ τοῦ κεφαλοῦ, καταβεβλημένον, καὶ ἐσκέφθη ὅτι ἡ τιμωρία ἦτο ἀρκετὴ. — [692, 465, 986, 519]
story-paragraph: Διότι ἐζήλευε δὲν ἐξηλεύθησε ποτὲ, ἐπιστεύθη ἡ Ἰωάννα. — [388, 1026, 682, 1053]
rate-value: 354.— — [346, 147, 378, 158]
saliborin-addr: 79 Ὁδὸς Αἰόλου 79 — [1369, 1214, 1469, 1226]
rate-label: » Αὐστρίας — [196, 351, 253, 362]
story-cont-body — [692, 243, 986, 724]
finance-paragraph: σος ὅρος 90 μποτσαις. Ἀφοῦ δὲ οἱ χωρικοί, οἵτινες εἶνε κολλήγοι τῶν ἀμπέλων τούτων, πληρώνουν τὸ ἐν τέταρτον τοῦ καθαροῦ εἰσοδήματος, ἤτοι τριάκοντα μπότσαις εἰς τοὺς μεγάλους κτηματίας τοὺς μὴ καλλιεργοῦντας ἐν τούτοις κατέχοντας τὸ πλεῖστον τῆς γῆς, μένει καθαρὸν εἰσόδημα εἰς τὸν χωρικὸν ἐπὶ τοῦ ἀκαθαρίστου 60 μποτσαις. — [8, 385, 380, 468]
saliborin-name: Β. ΘΕΟΔΩΡΙΔΟΥ ΦΑΡΜΑΚΟΠΟΙΟΥ — [1295, 990, 1544, 1006]
clinic-ad-head: ΕΙΔΙΚΟΝ — [96, 872, 292, 897]
clinic-ad — [8, 872, 380, 1170]
clinic-ad-doctor: Σ. Ν. ΦΟΡΤΟΥΝΑ — [93, 959, 295, 984]
rate-label: Ἐλλ. Ἡλ. — [10, 364, 57, 374]
rate-row — [8, 159, 194, 172]
story-paragraph: — Ὢ! ἀθῶον! Ἐντελῶς ἀθῶον! — [388, 723, 551, 736]
perilepsis-p9: Ὁ πληρεξούσιος δικηγόρος τῆς Ἐλισάβετ Μάσσωνος. — [996, 647, 1211, 673]
rooms-ad: CHAMBRES meublées à louer dans une famille française 20 rue de Phylellènes. — [996, 697, 1236, 725]
clinic-ad-address: 10 — ΟΔΟΣ ΕΥΡΙΠΙΔΟΥ — 10 — [55, 1133, 333, 1155]
rate-label: » Γαλλίας — [196, 338, 248, 349]
rate-row — [8, 197, 194, 210]
rate-label: » 5 ο/ο — [10, 262, 44, 273]
peronospora-item: Νιτρογλυκερὸν ὑγρὸν Tardieu. (nitrate de cuivre liquide Tardieu). — [943, 1827, 1268, 1854]
clinic-ad-hours1: 8—11 π. μ. 1—3 μ. μ. — [125, 1102, 251, 1117]
perilepsis-p1: Τῆς ὑπ᾽ ἀριθ. 391 (1900) ἀποφάσεως τῶν ἐν Ἀθήναις ἐφετῶν ἐκδοθείσης ἐπὶ διαφορᾶς μεταξὺ τοῦ ἐκκαλοῦντος Μιχαὴλ Ι. Σεβαστοῦ κατοίκου πρώην Ἀθηνῶν καὶ ἤδη Κιδωνιῶν Μικρᾶς Ἀσίας, μὴ παραστάντος. Καὶ — [996, 270, 1268, 337]
finance-paragraph: Μεθ᾽ ὑπολήψεως καὶ ἀγάπης Γράφερος — [8, 826, 215, 839]
dental-title: ΟΔΟΝΤΟΙΑΤΡΕΙΟΝ — [1052, 739, 1212, 761]
rate-label: 135ὁκ. » 4 ο/ο — [10, 173, 80, 183]
rate-label: Ἑλλ.Πυριτ. — [196, 211, 254, 222]
rate-label: Ἐθνικῆς . . — [10, 287, 65, 298]
rate-label: Λίρα Τουρκίας — [196, 287, 270, 298]
story-paragraph: Ὤ! ἔπρεπε νὰ τὸν τιμωρήσῃ! Νὰ τὸν τιμωρήσῃ καὶ νὰ τὸν ταπεινώσῃ, τὸν ἐπροδίδῃ, ἀλλὰ καὶ ὑπερισχῦσαι καὶ τὴν ὑπεροχὴν του, ἀλλὰ καὶ τὸ ὕψος! Ἐν τούτοις. — [388, 525, 682, 566]
undisputed-text: Ἡ εὐρεθεῖσα ὑπὸ τοῦ πανίσχυρου συναγῆ τοῦ ἐν Ἀθήναις δόκτορος Ἰατροῦ Ραζῆ, εἶνε ἐνεργητικωτάτη. Ἡ Emulsion τοῦ Ραζῆ ὑπερέβη ὅλας τὰς μέχρι τοῦδε ἐφευρέσεις. Μία φιάλη ἀρκεῖ νὰ ἐξαλείψῃ τὴν ἐπίμονον πάθησιν πάντων. Χορηγεῖται ὑπὸ ἐγγύησιν. — [692, 1064, 986, 1132]
rate-value: 195.— — [160, 262, 192, 273]
column-legal — [996, 243, 1268, 1635]
clinic-ad-hours — [8, 1102, 380, 1133]
rate-value: 46.25 — [350, 160, 378, 171]
antiblen-sold: Μόνη ἀποθήκη Φαρμακεῖον — [1347, 896, 1492, 909]
antiblen-head: ΕΠΙΤΥΧΙΑ 17 ΕΤΩΝ — [1278, 641, 1560, 657]
clinic-ad-address2: Παρὰ τοὺς Ἁγίους Θεοδώρους — [115, 1157, 273, 1169]
rate-row — [195, 312, 381, 324]
rate-row — [8, 223, 194, 235]
saliborin-title: ΣΑΛΙΒΟΡΙΝΗ — [1313, 958, 1525, 991]
eikones-prov: Ἐν ταῖς ἐπαρχίαις εἰς ὅλα τὰ βιβλιοπωλεῖα καὶ Πρακτορεῖα τῶν ἐφημερίδων. — [1278, 602, 1560, 628]
peronospora-items — [937, 1779, 1268, 2132]
story-paragraph: — Ναίσκε καὶ ἀληθινὸν! Ἐγὼ δὲν ἐπιτρέπω ὅπως... ἐκτὸς ἐὰν θέλῃς! — [388, 741, 682, 768]
story-paragraph: — Τί λοιπόν, εἶσαι ἐδῶ. — [388, 976, 513, 989]
clinic-ad-labs: Πλήρης ἀντισηψία τῶν ἐργαλείων. — [102, 1085, 286, 1098]
rate-value: 478.50 — [157, 364, 192, 374]
rate-label: Ἐτ. Θεσσαλ. — [196, 173, 260, 183]
eikones-year: ΤΟΥ 1821 — [1366, 290, 1472, 314]
rate-value: 144.— — [346, 134, 378, 145]
finance-paragraph: Οὕτω κατανεμεταται ἡ καλλιέργεια ἐπὶ τὸ ἥμισυ τοῦ ἀκαθαρίστου, πράγμα πρωτάκουστον διὰ τὸν χρόνον τῆς φορολογίας τῆς γῆς. — [8, 571, 380, 598]
rate-row — [195, 235, 381, 248]
rate-value: 3947.50 — [151, 287, 192, 298]
hermeion-line3: ΕΠΙ 15 ΗΜΕΡΑΣ — [920, 130, 1332, 170]
story-cont-paragraph: Ἡ Ἰωάννα τὸν ἐσυγχώρησεν ἀπὸ καρδίας. Ἀλλὰ συγχωροῦσα αὐτὸν ἐν παρεξήγησει τῆς τοῦ σήμερον. — [692, 632, 986, 659]
saliborin-sold: Πωλεῖται παρὰ τῷ Πανελληνίῳ Ἀγορᾷ. Παρακαταθήκη διακρικῇ, παρὰ τῷ μόνῳ ἀντιπροσώπῳ διὰ τὴν Ἑλλάδα — [1278, 1152, 1560, 1192]
rate-label: Μετ. Τραπ. — [10, 274, 73, 285]
rate-row — [8, 286, 194, 299]
dental-ad — [996, 739, 1268, 1097]
saliborin-agent: ΓΕΩΡΓΙΩ ΙΩΑΝΝΙΔΗ — [1340, 1195, 1498, 1214]
peronospora-item: ἅτινα εἶνε τὰ μόνα φάρμακα κατὰ ἀπασῶν τῆς Γαλλίας καὶ τὸ ἐξωτερικὸν χρησιμοποιούμενα κατὰ τοῦ περονοσπόρου καὶ λοιπῶν ἀσθενειῶν τῶν ἀμπέλων ὡς καὶ τῶν καρποφόρων δένδρων, φυτῶν κ.τ.λ., διανέμονται δωρεάν καὶ ὅλαι εἰδοποιήσεις. — [943, 1919, 1268, 1988]
timai-text: Ἐν τῷ ὀδοντοϊατρείῳ ἐκτελοῦνται πᾶσαι αἱ ἐργασίαι εἰς τιμὰς κατὰ τὸ ἥμισυ τῶν ἄλλων ὀδοντοϊατρείων, διὰ τὰς ὁποίας χορηγεῖται γραπτὴ ἐγγύησις. Ἡ ἐξαγωγὴ ὀδόντος ἐν τοῖς τρισὶ δραχμαῖς. Πᾶσα ἐργασία ἀναλαμβάνεται μετὰ τῶν ἐγγυήσεων. — [996, 1015, 1268, 1097]
finance-paragraph: Ἐὰν δὲ ὑπολογίσῃ τις, ὅτι δὲ πωλήθησαν αὕται κατὰ μέσον ὅρον πρὸς 40 λεπτὰ (προσθῆται τὴν τιμὴν τῶν 45 λεπτῶν) μόλις ἰσοῦται πρὸς 2. Ἐπὶ 24 δὲ δραχμῶν ἀκαθάριστον εἰσοδήματος δύναται νὰ πληρώσῃ 7,80, ἤτοι τὸ τρίτον. Καὶ εἰ ἐπομένως πλέον εἰς αὐτὸν διὰ τὴν καλλιέργειαν, τί ἔξοδα καὶ τῶν κόπων; ἀλλὰ τὸ ζήτημα εἶνε ὅτι δὲν τὰ πωλοῦν πρὸς 40, ἀλλὰ πρὸς 25 λεπτὰ τὴν μπότσαν προπωλοῦντες αὐτὸ κατ᾽ ἀνάγκην. — [8, 472, 380, 568]
